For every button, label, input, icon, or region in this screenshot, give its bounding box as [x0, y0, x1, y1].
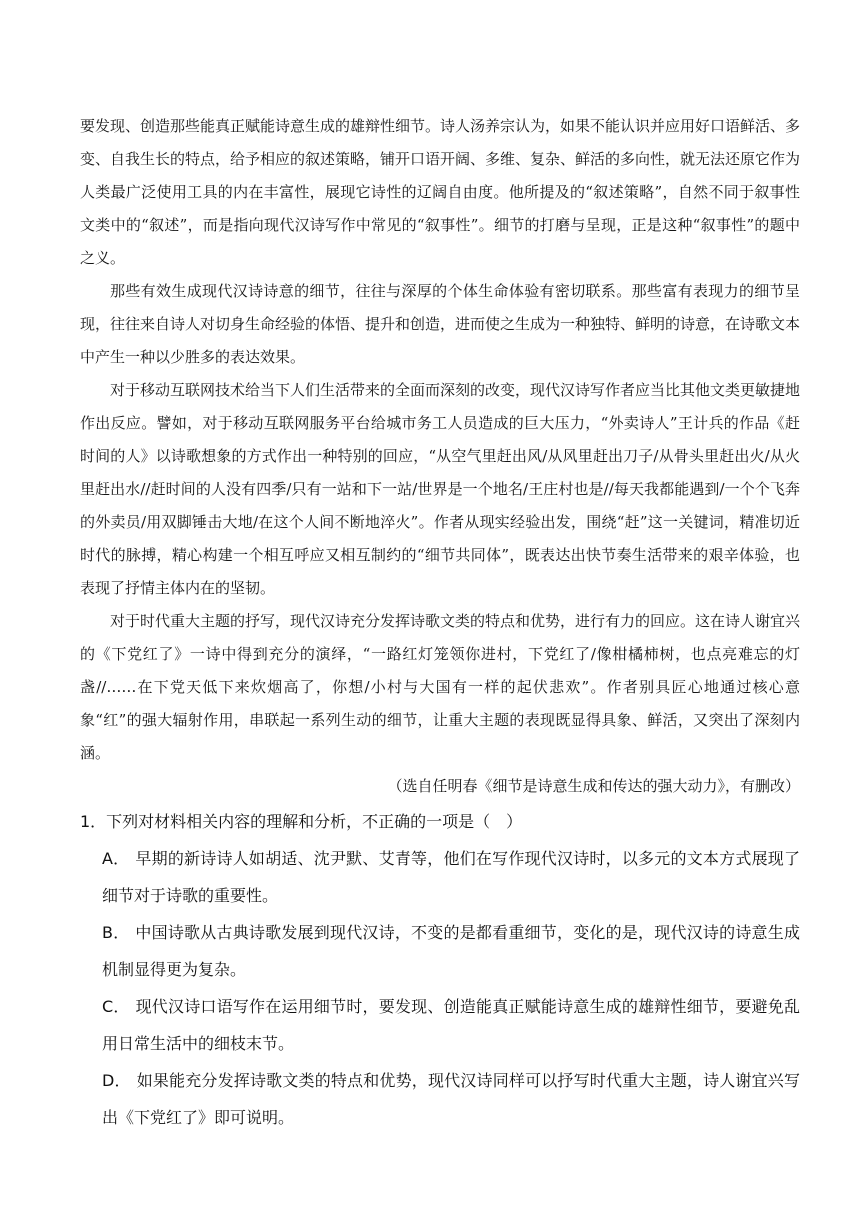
passage-paragraph-1: 要发现、创造那些能真正赋能诗意生成的雄辩性细节。诗人汤养宗认为，如果不能认识并应用好口语鲜活、多变、自我生长的特点，给予相应的叙述策略，铺开口语开阔、多维、复杂、鲜活的多向性，就无法还原它作为人类最广泛使用工具的内在丰富性，展现它诗性的辽阔自由度。他所提及的“叙述策略”，自然不同于叙事性文类中的“叙述”，而是指向现代汉诗写作中常见的“叙事性”。细节的打磨与呈现，正是这种“叙事性”的题中之义。: [80, 117, 801, 267]
page-content: [80, 110, 800, 1136]
option-text: 早期的新诗诗人如胡适、沈尹默、艾青等，他们在写作现代汉诗时，以多元的文本方式展现了细节对于诗歌的重要性。: [102, 849, 800, 905]
option-label: C．: [102, 997, 130, 1016]
option-d[interactable]: [80, 1062, 800, 1136]
question-stem: 1．下列对材料相关内容的理解和分析，不正确的一项是（ ）: [80, 812, 523, 831]
option-label: A．: [102, 849, 130, 868]
passage-paragraph-4: 对于时代重大主题的抒写，现代汉诗充分发挥诗歌文类的特点和优势，进行有力的回应。这在诗人谢宜兴的《下党红了》一诗中得到充分的演绎，“一路红灯笼领你进村，下党红了/像柑橘柿树，也点亮难忘的灯盏//……在下党天低下来炊烟高了，你想/小村与大国有一样的起伏悲欢”。作者别具匠心地通过核心意象“红”的强大辐射作用，串联起一系列生动的细节，让重大主题的表现既显得具象、鲜活，又突出了深刻内涵。: [80, 612, 801, 762]
passage-paragraph-2: 那些有效生成现代汉诗诗意的细节，往往与深厚的个体生命体验有密切联系。那些富有表现力的细节呈现，往往来自诗人对切身生命经验的体悟、提升和创造，进而使之生成为一种独特、鲜明的诗意，在诗歌文本中产生一种以少胜多的表达效果。: [80, 282, 801, 366]
option-label: D．: [102, 1071, 131, 1090]
reading-passage: [80, 110, 800, 803]
option-b[interactable]: [80, 914, 800, 988]
option-label: B．: [102, 923, 130, 942]
passage-paragraph-3: 对于移动互联网技术给当下人们生活带来的全面而深刻的改变，现代汉诗写作者应当比其他文类更敏捷地作出反应。譬如，对于移动互联网服务平台给城市务工人员造成的巨大压力，“外卖诗人”王计兵的作品《赶时间的人》以诗歌想象的方式作出一种特别的回应，“从空气里赶出风/从风里赶出刀子/从骨头里赶出火/从火里赶出水//赶时间的人没有四季/只有一站和下一站/世界是一个地名/王庄村也是//每天我都能遇到/一个个飞奔的外卖员/用双脚锤击大地/在这个人间不断地淬火”。作者从现实经验出发，围绕“赶”这一关键词，精准切近时代的脉搏，精心构建一个相互呼应又相互制约的“细节共同体”，既表达出快节奏生活带来的艰辛体验，也表现了抒情主体内在的坚韧。: [80, 381, 801, 597]
passage-source: （选自任明春《细节是诗意生成和传达的强大动力》，有删改）: [387, 777, 800, 795]
question-1: [80, 803, 800, 1136]
option-a[interactable]: [80, 840, 800, 914]
option-text: 现代汉诗口语写作在运用细节时，要发现、创造能真正赋能诗意生成的雄辩性细节，要避免乱用日常生活中的细枝末节。: [102, 997, 800, 1053]
option-text: 如果能充分发挥诗歌文类的特点和优势，现代汉诗同样可以抒写时代重大主题，诗人谢宜兴写出《下党红了》即可说明。: [102, 1071, 800, 1127]
option-c[interactable]: [80, 988, 800, 1062]
option-text: 中国诗歌从古典诗歌发展到现代汉诗，不变的是都看重细节，变化的是，现代汉诗的诗意生成机制显得更为复杂。: [102, 923, 800, 979]
